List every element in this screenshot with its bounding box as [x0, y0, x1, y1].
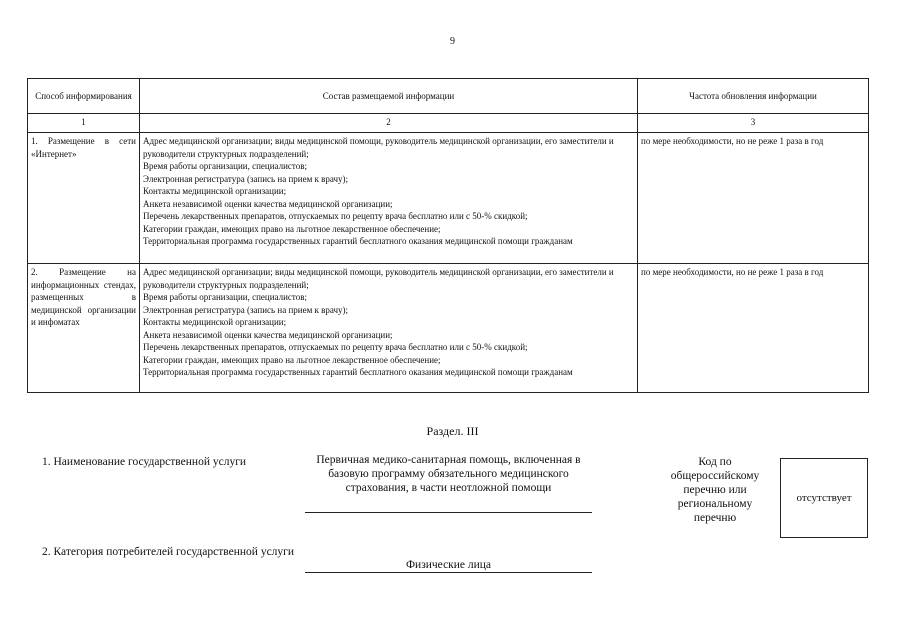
header-contents: Состав размещаемой информации	[140, 79, 638, 114]
contents-line: Анкета независимой оценки качества медицинской организации;	[143, 329, 393, 340]
column-number-row	[28, 114, 869, 133]
contents-line: Электронная регистратура (запись на прием к врачу);	[143, 173, 349, 184]
column-number: 2	[140, 114, 638, 133]
contents-line: Территориальная программа государственных гарантий бесплатного оказания медицинской помощи гражданам	[143, 367, 573, 377]
table-header-row	[28, 79, 869, 114]
code-label: Код по общероссийскому перечню или региональному перечню	[670, 456, 760, 524]
frequency-cell: по мере необходимости, но не реже 1 раза в год	[638, 133, 869, 264]
table-row	[28, 264, 869, 393]
contents-line: Время работы организации, специалистов;	[143, 161, 307, 171]
service-name-value: Первичная медико-санитарная помощь, включенная в базовую программу обязательного медицинского страхования, в части неотложной помощи	[316, 454, 581, 494]
header-method: Способ информирования	[28, 79, 140, 114]
contents-line: Время работы организации, специалистов;	[143, 292, 307, 302]
contents-cell	[140, 264, 638, 393]
contents-cell	[140, 133, 638, 264]
page-number: 9	[450, 36, 455, 47]
consumers-value: Физические лица	[405, 559, 492, 571]
method-cell: 2. Размещение на информационных стендах, размещенных в медицинской организации и инфоматах	[28, 264, 140, 393]
contents-line: Перечень лекарственных препаратов, отпускаемых по рецепту врача бесплатно или с 50-% скидкой;	[143, 211, 528, 221]
service-name-label: 1. Наименование государственной услуги	[42, 456, 247, 468]
service-name-underline	[305, 512, 592, 513]
section-title: Раздел. III	[426, 424, 479, 438]
contents-line: Территориальная программа государственных гарантий бесплатного оказания медицинской помощи гражданам	[143, 236, 573, 246]
information-table	[27, 78, 869, 393]
header-frequency: Частота обновления информации	[638, 79, 869, 114]
contents-line: Адрес медицинской организации; виды медицинской помощи, руководитель медицинской организации, его заместители и руководители структурных подразделений;	[143, 136, 614, 159]
contents-line: Категории граждан, имеющих право на льготное лекарственное обеспечение;	[143, 354, 441, 365]
contents-line: Категории граждан, имеющих право на льготное лекарственное обеспечение;	[143, 223, 441, 234]
consumers-label: 2. Категория потребителей государственной услуги	[42, 546, 295, 558]
contents-line: Адрес медицинской организации; виды медицинской помощи, руководитель медицинской организации, его заместители и руководители структурных подразделений;	[143, 267, 614, 290]
table-row	[28, 133, 869, 264]
column-number: 1	[28, 114, 140, 133]
contents-line: Анкета независимой оценки качества медицинской организации;	[143, 198, 393, 209]
contents-line: Контакты медицинской организации;	[143, 186, 287, 196]
code-box	[780, 458, 868, 538]
contents-line: Контакты медицинской организации;	[143, 317, 287, 327]
column-number: 3	[638, 114, 869, 133]
code-value: отсутствует	[796, 492, 852, 504]
contents-line: Перечень лекарственных препаратов, отпускаемых по рецепту врача бесплатно или с 50-% скидкой;	[143, 342, 528, 352]
frequency-cell: по мере необходимости, но не реже 1 раза в год	[638, 264, 869, 393]
consumers-underline	[305, 572, 592, 573]
contents-line: Электронная регистратура (запись на прием к врачу);	[143, 304, 349, 315]
method-cell: 1. Размещение в сети «Интернет»	[28, 133, 140, 264]
